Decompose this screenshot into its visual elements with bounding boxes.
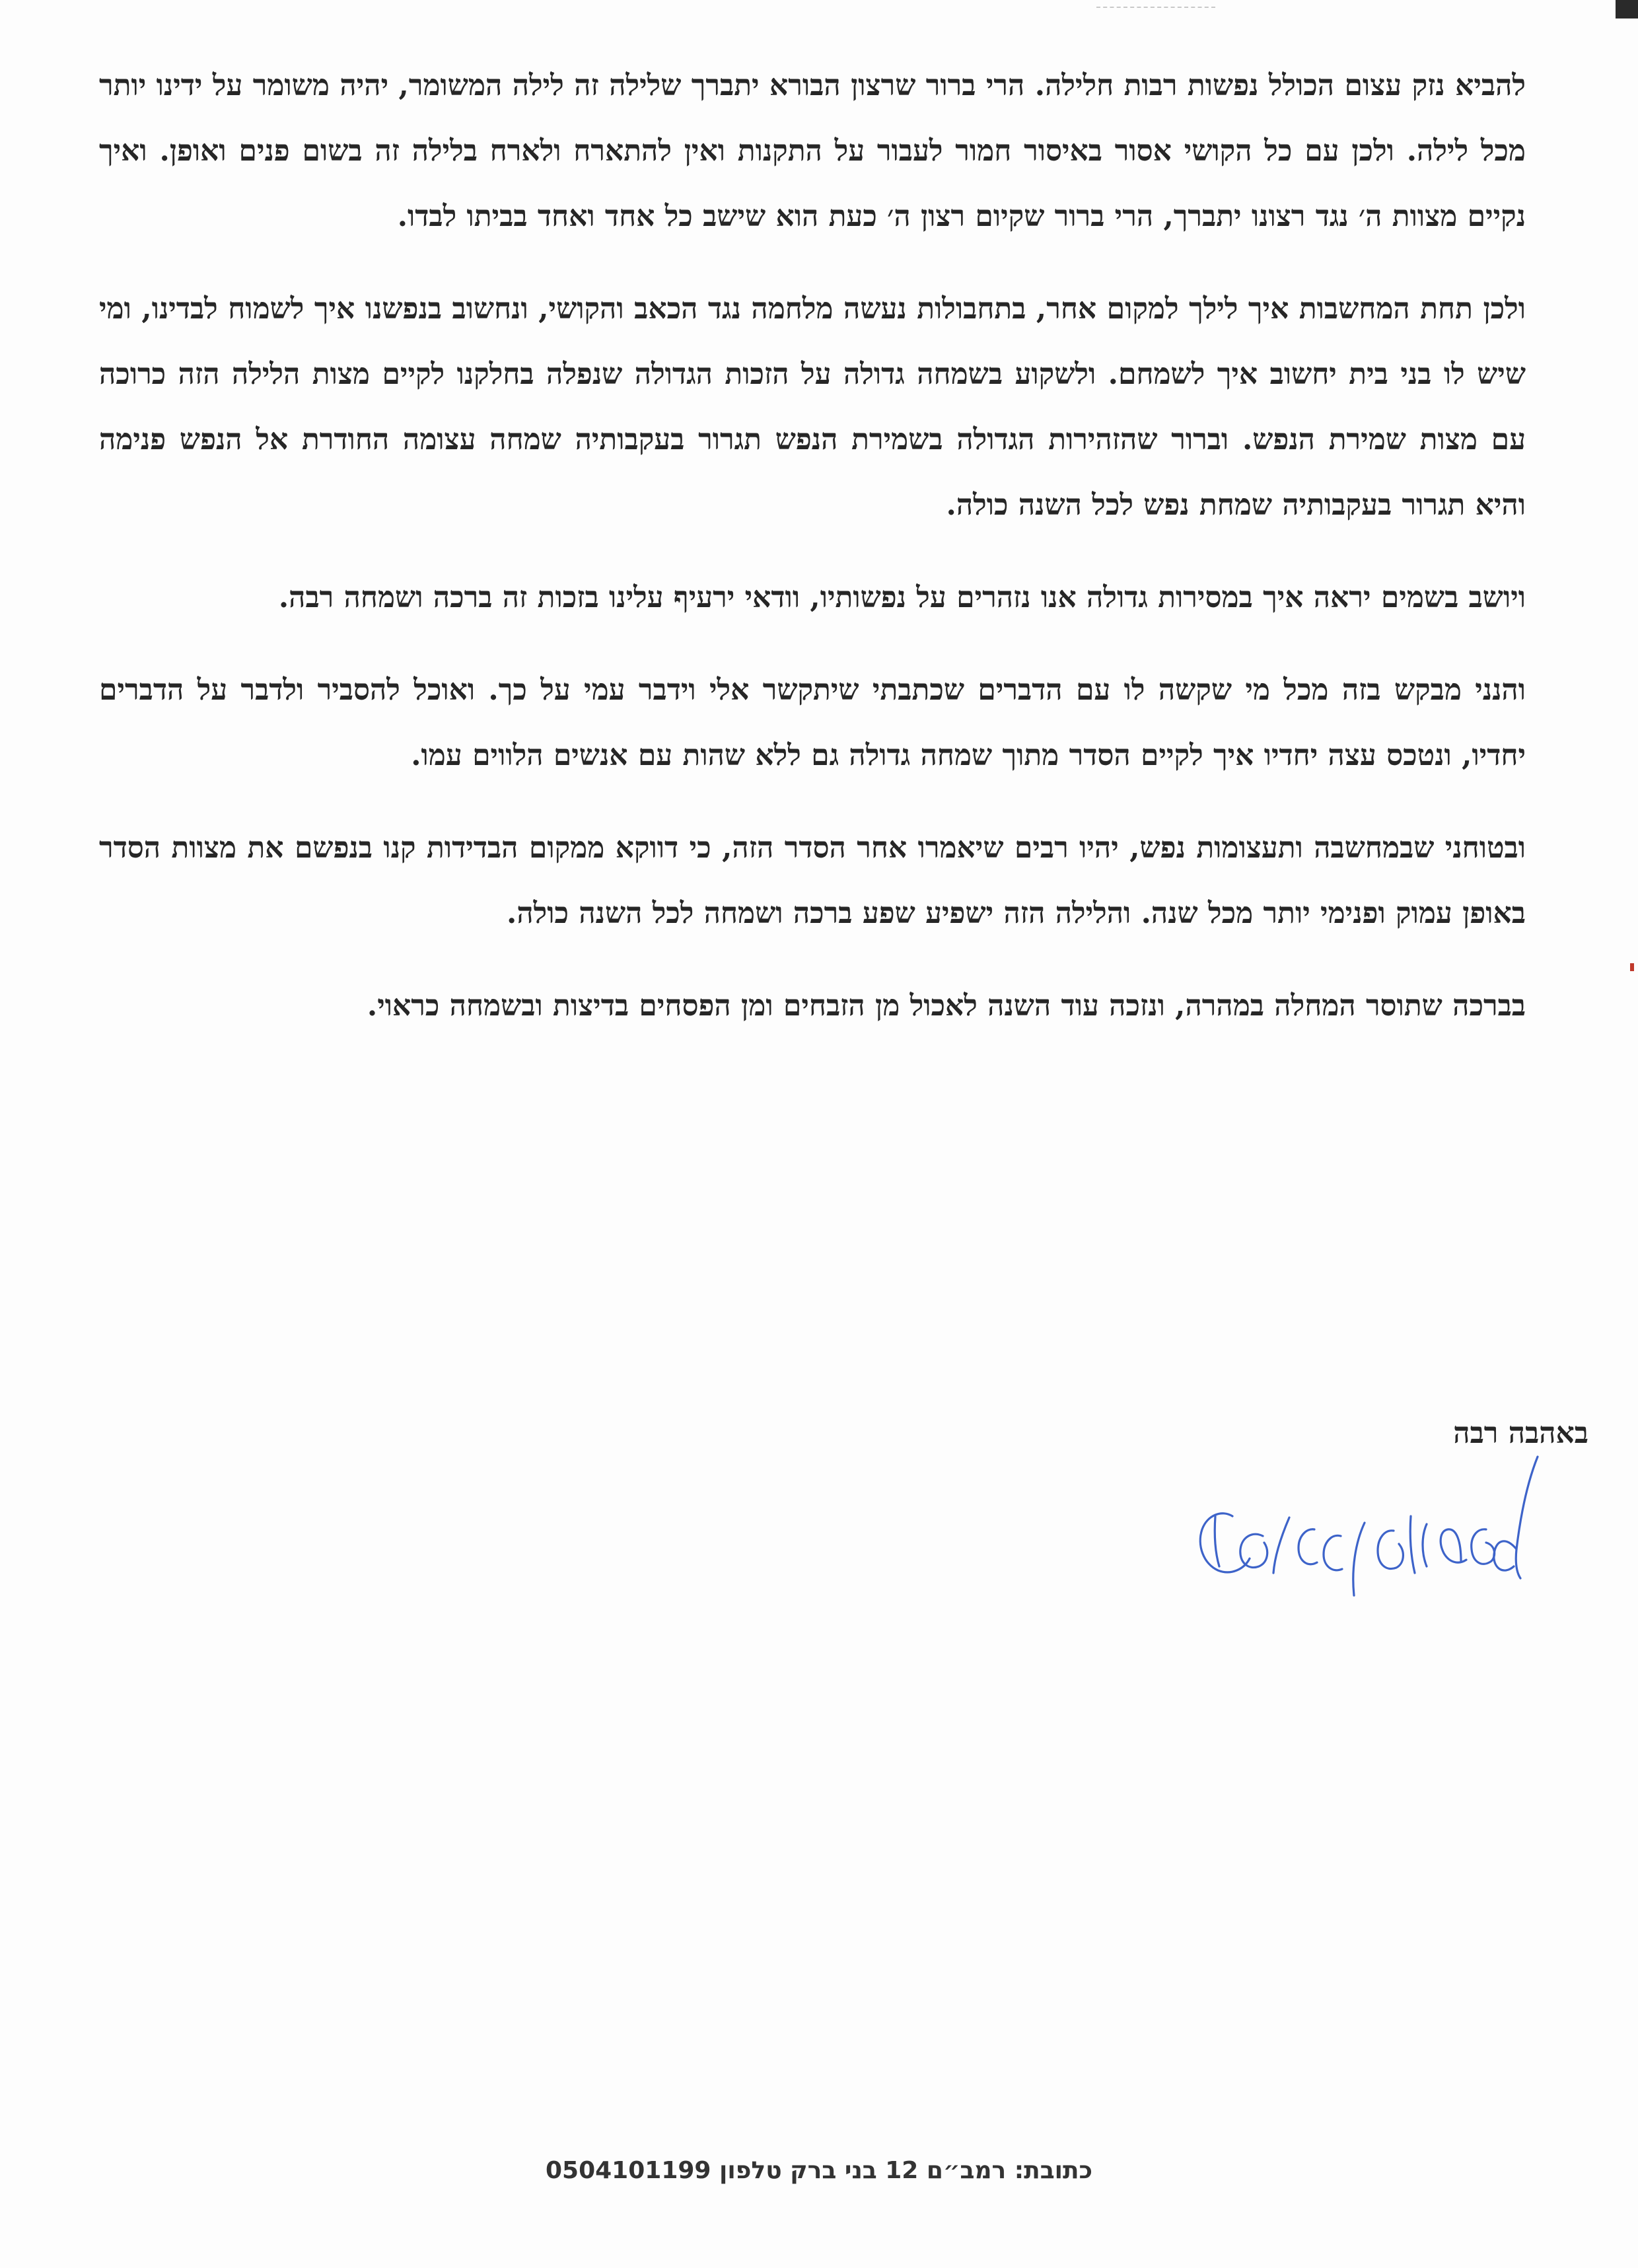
letter-body xyxy=(99,53,1526,1066)
scan-artifact-top xyxy=(1096,7,1215,11)
scan-artifact-corner xyxy=(1616,0,1638,18)
paragraph-3: ויושב בשמים יראה איך במסירות גדולה אנו נזהרים על נפשותיו, וודאי ירעיף עלינו בזכות זה ברכה ושמחה רבה. xyxy=(278,581,1526,614)
closing-phrase: באהבה רבה xyxy=(1453,1416,1588,1450)
paragraph-2: ולכן תחת המחשבות איך לילך למקום אחר, בתחבולות נעשה מלחמה נגד הכאב והקושי, ונחשוב בנפשנו איך לשמוח לבדינו, ומי שיש לו בני בית יחשוב איך לשמחם. ולשקוע בשמחה גדולה על הזכות הגדולה שנפלה בחלקנו לקיים מצות הלילה הזה כרוכה עם מצות שמירת הנפש. וברור שהזהירות הגדולה בשמירת הנפש תגרור בעקבותיה שמחה עצומה החודרת אל הנפש פנימה והיא תגרור בעקבותיה שמחת נפש לכל השנה כולה. xyxy=(99,292,1526,522)
paragraph-blessing: בברכה שתוסר המחלה במהרה, ונזכה עוד השנה לאכול מן הזבחים ומן הפסחים בדיצות ובשמחה כראוי. xyxy=(367,989,1526,1023)
handwritten-signature xyxy=(1176,1437,1559,1615)
paragraph-4: והנני מבקש בזה מכל מי שקשה לו עם הדברים שכתבתי שיתקשר אלי וידבר עמי על כך. ואוכל להסביר ולדבר על הדברים יחדיו, ונטכס עצה יחדיו איך לקיים הסדר מתוך שמחה גדולה גם ללא שהות עם אנשים הלווים עמו. xyxy=(99,673,1526,772)
footer-address: כתובת: רמב״ם 12 בני ברק טלפון 0504101199 xyxy=(545,2157,1093,2184)
scan-artifact-edge xyxy=(1630,963,1634,971)
paragraph-1: להביא נזק עצום הכולל נפשות רבות חלילה. הרי ברור שרצון הבורא יתברך שלילה זה לילה המשומר, יהיה משומר על ידינו יותר מכל לילה. ולכן עם כל הקושי אסור באיסור חמור לעבור על התקנות ואין להתארח ולארח בלילה זה בשום פנים ואופן. ואיך נקיים מצוות ה׳ נגד רצונו יתברך, הרי ברור שקיום רצון ה׳ כעת הוא שישב כל אחד ואחד בביתו לבדו. xyxy=(99,69,1526,233)
paragraph-5: ובטוחני שבמחשבה ותעצומות נפש, יהיו רבים שיאמרו אחר הסדר הזה, כי דווקא ממקום הבדידות קנו בנפשם את מצוות הסדר באופן עמוק ופנימי יותר מכל שנה. והלילה הזה ישפיע שפע ברכה ושמחה לכל השנה כולה. xyxy=(99,831,1526,930)
